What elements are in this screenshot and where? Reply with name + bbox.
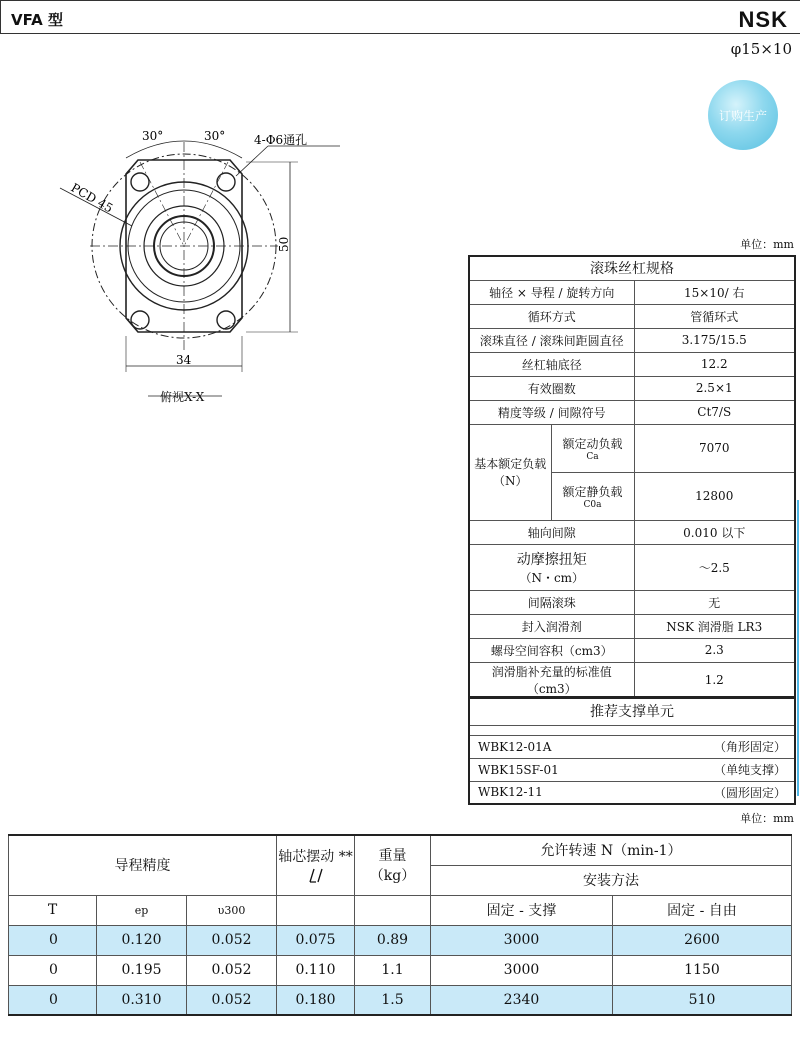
table-row: 0 0.310 0.052 0.180 1.5 2340 510 — [9, 985, 792, 1015]
table-row: 有效圈数 2.5×1 — [469, 376, 795, 400]
spec-table — [468, 255, 796, 699]
table-row: 轴径 × 导程 / 旋转方向 15×10/ 右 — [469, 280, 795, 304]
height-dimension: 50 — [277, 236, 291, 252]
table-row: 间隔滚珠 无 — [469, 590, 795, 614]
table-row: 滚珠直径 / 滚珠间距圆直径 3.175/15.5 — [469, 328, 795, 352]
brand-logo: NSK — [738, 7, 788, 32]
table-row: 封入润滑剂 NSK 润滑脂 LR3 — [469, 614, 795, 638]
spec-title: 滚珠丝杠规格 — [469, 256, 795, 280]
table-row: 0 0.195 0.052 0.110 1.1 3000 1150 — [9, 955, 792, 985]
table-row: 循环方式 管循环式 — [469, 304, 795, 328]
order-production-badge[interactable]: 订购生产 — [708, 80, 778, 150]
table-row: 基本额定负载 （N） 额定动负载 Ca 7070 — [469, 424, 795, 472]
performance-table: 导程精度 轴芯摆动 ** 重量 （kg） 允许转速 N（min-1） 安装方法 T ep υ300 固定 - 支撑 固定 - 自由 0 0.120 0.052 0.075 0.89 3000 2600 0 0.195 0.052 0.110 1.1 3000 1150 0 0.310 0.052 0.180 1.5 2340 510 — [8, 834, 792, 1016]
mounting-header: 安装方法 — [431, 865, 792, 895]
support-title: 推荐支撑单元 — [590, 704, 674, 721]
width-dimension: 34 — [176, 353, 192, 367]
table-row: WBK12-11 （圆形固定） — [469, 781, 795, 804]
angle-left-label: 30° — [142, 129, 164, 143]
table-row: 轴向间隙 0.010 以下 — [469, 520, 795, 544]
weight-header: 重量 （kg） — [355, 835, 431, 895]
size-label: φ15×10 — [730, 40, 792, 58]
runout-icon — [306, 866, 326, 884]
hole-spec-label: 4-Φ6通孔 — [254, 133, 308, 147]
table-row: 精度等级 / 间隙符号 Ct7/S — [469, 400, 795, 424]
table-row: WBK12-01A （角形固定） — [469, 735, 795, 758]
accent-bar — [797, 500, 799, 796]
unit-label: 单位：mm — [740, 238, 794, 251]
table-row: 额定静负载 C0a 12800 — [469, 472, 795, 520]
load-group-cell: 基本额定负载 （N） — [469, 424, 551, 520]
table-row: 丝杠轴底径 12.2 — [469, 352, 795, 376]
table-row: 0 0.120 0.052 0.075 0.89 3000 2600 — [9, 925, 792, 955]
table-row: 螺母空间容积（cm3） 2.3 — [469, 638, 795, 662]
runout-header: 轴芯摆动 ** — [277, 835, 355, 895]
table-row: 动摩擦扭矩 （N・cm） ～2.5 — [469, 544, 795, 590]
table-row: 润滑脂补充量的标准值（cm3） 1.2 — [469, 662, 795, 698]
pcd-label: PCD 45 — [68, 180, 116, 216]
title-frame — [0, 0, 800, 34]
model-title: VFA 型 — [11, 11, 63, 29]
speed-header: 允许转速 N（min-1） — [431, 835, 792, 865]
angle-right-label: 30° — [204, 129, 226, 143]
unit-label-bottom: 单位：mm — [740, 812, 794, 825]
drawing-caption: 俯视X-X — [160, 390, 205, 404]
lead-accuracy-header: 导程精度 — [9, 835, 277, 895]
table-row: WBK15SF-01 （单纯支撑） — [469, 758, 795, 781]
top-view-drawing — [40, 118, 370, 418]
support-unit-table — [468, 696, 796, 805]
